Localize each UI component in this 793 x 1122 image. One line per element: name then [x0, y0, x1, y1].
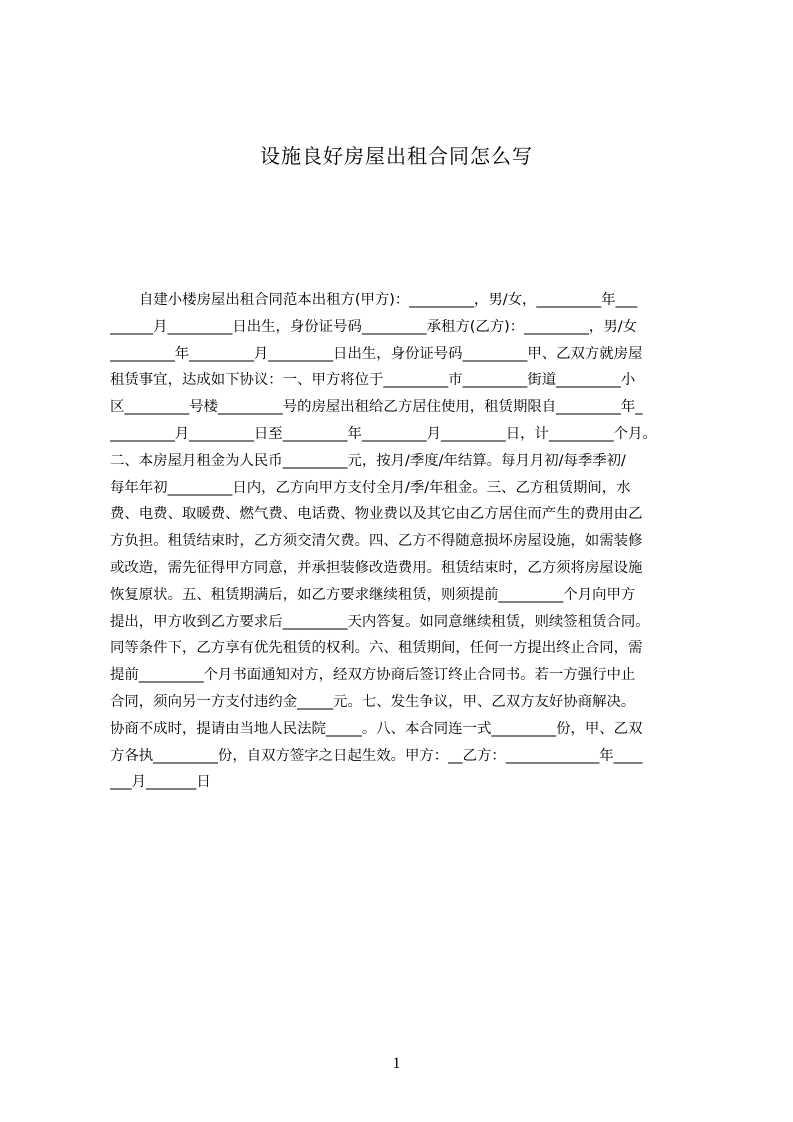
contract-body [110, 287, 699, 796]
body-line: 提出，甲方收到乙方要求后_________天内答复。如同意继续租赁，则续签租赁合同。 [110, 613, 650, 630]
body-line: 区_________号楼_________号的房屋出租给乙方居住使用，租赁期限自_________年_ [110, 399, 643, 416]
body-line: _________月_________日至_________年_________月_________日，计_________个月。 [110, 425, 657, 442]
body-line: 方各执_________份，自双方签字之日起生效。甲方：__乙方：_____________年____ [110, 747, 643, 764]
body-line: 提前_________个月书面通知对方，经双方协商后签订终止合同书。若一方强行中止 [110, 667, 636, 684]
body-line: 二、本房屋月租金为人民币_________元，按月/季度/年结算。每月月初/每季季初/ [110, 452, 626, 469]
body-line: _________年_________月_________日出生，身份证号码_________甲、乙双方就房屋 [110, 345, 643, 362]
body-line: 同等条件下，乙方享有优先租赁的权利。六、租赁期间，任何一方提出终止合同，需 [110, 640, 643, 657]
body-line: ______月_________日出生，身份证号码_________承租方(乙方)：_________，男/女 [110, 318, 637, 335]
body-line: 自建小楼房屋出租合同范本出租方(甲方)：_________，男/女，_________年___ [139, 292, 638, 308]
body-line: 方负担。租赁结束时，乙方须交清欠费。四、乙方不得随意损坏房屋设施，如需装修 [110, 533, 643, 550]
document-title: 设施良好房屋出租合同怎么写 [260, 144, 533, 168]
body-line: ___月_______日 [110, 774, 211, 791]
body-line: 合同，须向另一方支付违约金_____元。七、发生争议，甲、乙双方友好协商解决。 [110, 693, 636, 710]
body-line: 协商不成时，提请由当地人民法院_____。八、本合同连一式_________份，甲、乙双 [110, 720, 643, 737]
body-line: 恢复原状。五、租赁期满后，如乙方要求继续租赁，则须提前_________个月向甲方 [110, 586, 636, 603]
body-line: 费、电费、取暖费、燃气费、电话费、物业费以及其它由乙方居住而产生的费用由乙 [110, 506, 643, 523]
body-line: 租赁事宜，达成如下协议：一、甲方将位于_________市_________街道_________小 [110, 372, 636, 389]
page-number: 1 [392, 1055, 401, 1072]
body-line: 每年年初_________日内，乙方向甲方支付全月/季/年租金。三、乙方租赁期间，水 [110, 479, 631, 496]
body-line: 或改造，需先征得甲方同意，并承担装修改造费用。租赁结束时，乙方须将房屋设施 [110, 559, 643, 576]
